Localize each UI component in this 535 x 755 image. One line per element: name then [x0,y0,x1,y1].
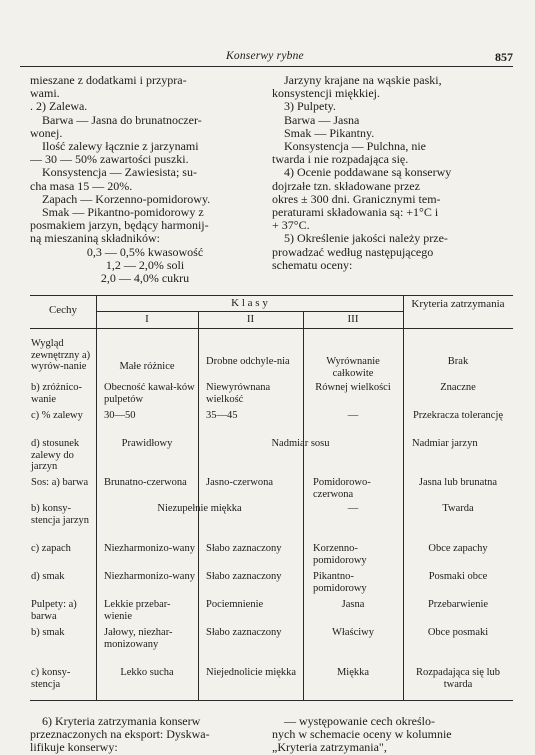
text-line: 1,2 — 2,0% soli [105,258,185,272]
table-cell-kryteria: Nadmiar jarzyn [412,438,478,449]
bottom-left-text [30,715,260,755]
table-cell-cecha: Pulpety: a) barwa [31,599,77,622]
table-cell-cecha: Sos: a) barwa [31,477,89,488]
text-line: 3) Pulpety. [284,100,336,114]
text-line: peraturami składowania są: +1°C i [272,206,439,220]
table-column-divider [303,311,304,700]
table-cell-class-1: Niezharmonizo-wany [104,571,195,582]
table-cell-class-3: — [347,410,359,421]
table-cell-class-3: Jasna [341,599,365,610]
running-head [20,50,513,66]
text-line: Konsystencja — Zawiesista; su- [42,166,197,180]
table-header-class-2: II [246,313,255,325]
text-line: Barwa — Jasna [284,113,360,127]
text-line: przeznaczonych na eksport: Dyskwa- [30,728,210,742]
table-bottom-rule [30,700,513,701]
table-cell-cecha: c) konsy-stencja [31,667,71,690]
table-cell-kryteria: Obce posmaki [427,627,489,638]
text-line: „Kryteria zatrzymania", [272,741,387,755]
text-line: ną mieszaniną składników: [30,232,160,246]
text-line: cha masa 15 — 20%. [30,179,133,193]
header-rule [20,66,513,67]
text-line: prowadzać według następującego [272,245,434,259]
text-line: + 37°C. [272,219,310,233]
table-cell-class-2: Słabo zaznaczony [206,543,282,554]
table-cell-kryteria: Jasna lub brunatna [418,477,498,488]
text-line: 2,0 — 4,0% cukru [100,272,190,286]
table-cell-cecha: d) smak [31,571,65,582]
table-top-rule [30,295,513,296]
text-line: — występowanie cech określo- [284,715,435,728]
page-number: 857 [495,50,513,64]
table-cell-kryteria: Przebarwienie [427,599,489,610]
text-line: Ilość zalewy łącznie z jarzynami [42,140,199,154]
text-line: Zapach — Korzenno-pomidorowy. [42,192,211,206]
table-cell-class-1: Brunatno-czerwona [104,477,187,488]
text-line: Smak — Pikantno-pomidorowy z [42,206,204,220]
table-cell-class-2: Drobne odchyle-nia [206,356,290,367]
table-cell-kryteria: Rozpadająca się lub twarda [416,667,500,690]
text-line: — 30 — 50% zawartości puszki. [30,153,189,167]
table-header-rule [30,328,513,329]
table-header-class-1: I [145,313,149,325]
table-column-divider [403,295,404,700]
text-line: twarda i nie rozpadająca się. [272,153,409,167]
text-line: 4) Ocenie poddawane są konserwy [284,166,452,180]
table-cell-class-1: Małe różnice [119,361,175,372]
table-cell-class-1: Lekkie przebar-wienie [104,599,171,622]
table-cell-class-2: 35—45 [206,410,238,421]
text-line: Konsystencja — Pulchna, nie [284,140,426,154]
text-line: lifikuje konserwy: [30,741,118,755]
table-column-divider [96,295,97,700]
table-cell-class-1: Lekko sucha [120,667,174,678]
right-text-column [272,74,512,272]
table-header-cechy: Cechy [48,304,78,316]
table-cell-class-3: Wyrównanie całkowite [326,356,380,379]
table-header-kryteria: Kryteria zatrzymania [411,298,505,310]
table-cell-class-1: Niezharmonizo-wany [104,543,195,554]
text-line: schematu oceny: [272,258,353,272]
text-line: dojrzałe tzn. składowane przez [272,179,420,193]
text-line: mieszane z dodatkami i przypra- [30,74,187,87]
text-line: konsystencji miękkiej. [272,87,380,101]
text-line: nych w schemacie oceny w kolumnie [272,728,452,742]
text-line: . 2) Zalewa. [30,100,88,114]
table-cell-class-2: Słabo zaznaczony [206,571,282,582]
text-line: wami. [30,87,60,101]
table-cell-class-3: Miękka [336,667,370,678]
left-text-column [30,74,260,285]
running-title: Konserwy rybne [226,50,304,62]
table-cell-kryteria: Obce zapachy [428,543,488,554]
table-subheader-rule [96,311,403,312]
table-cell-class-3: Pomidorowo-czerwona [313,477,371,500]
table-cell-kryteria: Znaczne [440,382,476,393]
table-cell-kryteria: Posmaki obce [428,571,488,582]
table-cell-cecha: Wygląd zewnętrzny a) wyrów-nanie [31,338,91,372]
table-cell-class-1: Jałowy, niezhar-monizowany [104,627,173,650]
table-cell-cecha: c) zapach [31,543,71,554]
table-cell-class-3: Równej wielkości [315,382,391,393]
text-line: Smak — Pikantny. [284,126,375,140]
text-line: 6) Kryteria zatrzymania konserw [42,715,201,728]
table-cell-cecha: b) konsy-stencja jarzyn [31,503,90,526]
text-line: Barwa — Jasna do brunatnoczer- [42,113,202,127]
table-cell-class-2: Niejednolicie miękka [206,667,297,678]
bottom-right-text [272,715,512,755]
text-line: okres ± 300 dni. Granicznymi tem- [272,192,441,206]
table-cell-cecha: b) zróżnico-wanie [31,382,83,405]
text-line: 0,3 — 0,5% kwasowość [86,245,204,259]
text-line: 5) Określenie jakości należy prze- [284,232,448,246]
text-line: Jarzyny krajane na wąskie paski, [284,74,442,87]
table-cell-class-1-2-span: Niezupełnie miękka [157,503,242,514]
table-cell-class-1: Obecność kawał-ków pulpetów [104,382,195,405]
table-cell-class-2: Pociemnienie [206,599,264,610]
table-cell-class-2: Słabo zaznaczony [206,627,282,638]
text-line: wonej. [30,126,63,140]
table-header-klasy: K l a s y [231,297,268,309]
table-cell-kryteria: Brak [447,356,469,367]
table-cell-kryteria: Twarda [442,503,474,514]
table-cell-class-1: Prawidłowy [121,438,173,449]
table-cell-kryteria: Przekracza tolerancję [412,410,504,421]
table-cell-class-3: — [347,503,359,514]
text-line: posmakiem jarzyn, będący harmonij- [30,219,209,233]
table-cell-cecha: b) smak [31,627,65,638]
table-cell-class-3: Właściwy [332,627,374,638]
table-cell-class-3: Korzenno-pomidorowy [313,543,367,566]
table-cell-class-2: Jasno-czerwona [206,477,274,488]
table-header-class-3: III [347,313,359,325]
table-cell-cecha: d) stosunek zalewy do jarzyn [31,438,80,472]
table-cell-class-1: 30—50 [104,410,136,421]
table-cell-class-3: Pikantno-pomidorowy [313,571,367,594]
table-cell-class-2: Niewyrównana wielkość [206,382,271,405]
table-cell-class-2-3-span: Nadmiar sosu [271,438,330,449]
table-cell-cecha: c) % zalewy [31,410,83,421]
